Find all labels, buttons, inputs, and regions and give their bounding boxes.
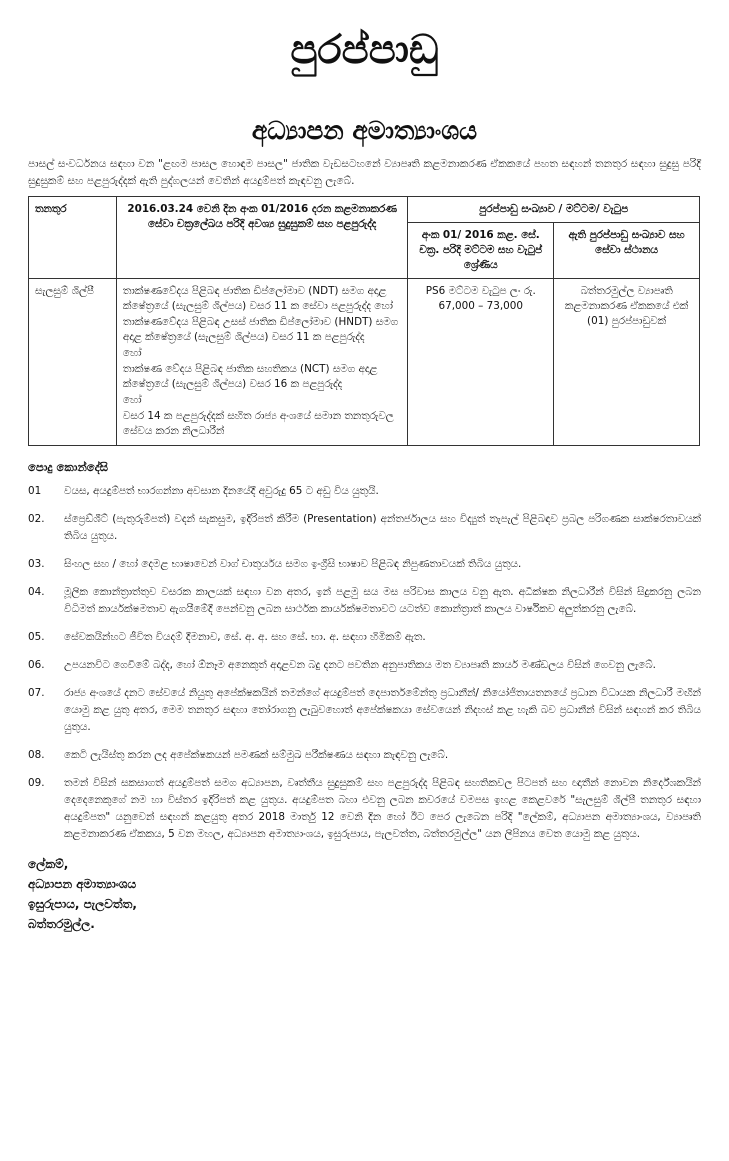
condition-number: 07. — [28, 687, 45, 699]
signature-block — [28, 854, 701, 934]
list-item — [28, 747, 701, 764]
condition-number: 08. — [28, 749, 45, 761]
header-salary-level: අංක 01/ 2016 කළ. සේ. චක්‍ර. පරිදි මට්ටම සහ වැටුප් ශ්‍රේණිය — [408, 223, 554, 279]
signature-line: අධ්‍යාපන අමාත්‍යාංශය — [28, 877, 137, 891]
list-item — [28, 556, 701, 573]
condition-text: වයස, අයදුම්පත් භාරගන්නා අවසාන දිනයේදී අවුරුදු 65 ට අඩු විය යුතුයි. — [64, 485, 379, 497]
salary-level: PS6 මට්ටම වැටුප ලං රු. 67,000 – 73,000 — [408, 279, 554, 446]
header-post: තනතුර — [29, 197, 117, 279]
table-header-row — [29, 197, 700, 223]
list-item — [28, 483, 701, 500]
condition-number: 03. — [28, 558, 45, 570]
list-item — [28, 584, 701, 618]
condition-text: කෙටි ලැයිස්තු කරන ලද අපේක්ෂකයන් පමණක් සම්මුඛ පරීක්ෂණය සඳහා කැඳවනු ලැබේ. — [64, 749, 449, 761]
list-item — [28, 657, 701, 674]
signature-line: ඉසුරුපාය, පැලවත්ත, — [28, 897, 137, 911]
condition-text: මූලික කොන්ත්‍රාත්තුව වසරක කාලයක් සඳහා වන අතර, ඉන් පළමු සය මස පරිවාස කාලය වනු ඇත. අධීක්ෂක නිලධාරීන් විසින් සිදුකරනු ලබන විධිමත් කාර්යක්ෂමතාව ඇගයීමේදී පෙන්වනු ලබන සාර්ථක කාර්යක්ෂමතාවට යටත්ව කොන්ත්‍රාත් කාලය වාර්ෂිකව අලුත්කරනු ලැබේ. — [64, 586, 701, 615]
conditions-title: පොදු කොන්දේසි — [28, 460, 109, 474]
intro-paragraph: පාසල් සංවර්ධනය සඳහා වන "ළඟම පාසල හොඳම පාසල" ජාතික වැඩසටහනේ ව්‍යාපෘති කළමනාකරණ ඒකකයේ පහත සඳහන් තනතුර සඳහා සුදුසු පරිදි සුදුසුකම් සහ පළපුරුද්දක් ඇති පුද්ගලයන් වෙතින් අයදුම්පත් කැඳවනු ලැබේ. — [28, 158, 701, 187]
qualification-3: තාක්ෂණ වේදය පිළිබඳ ජාතික සහතිකය (NCT) සමග අදාළ ක්ෂේත්‍රයේ (සැලසුම් ශිල්පය) වසර 16 ක පළපුරුද්ද — [122, 363, 378, 390]
conditions-list — [28, 483, 701, 843]
condition-text: තමන් විසින් සකසාගත් අයදුම්පත් සමග අධ්‍යාපන, වෘත්තීය සුදුසුකම් සහ පළපුරුද්ද පිළිබඳ සහතිකවල පිටපත් සහ ඥාතීන් නොවන නිර්දේශකයින් දෙදෙනෙකුගේ නම හා විස්තර ඉදිරිපත් කළ යුතුය. අයදුම්පත බහා එවනු ලබන කවරයේ වමපස ඉහළ කෙළවරේ "සැලසුම් ශිල්පී තනතුර සඳහා අයදුම්පත" යනුවෙන් සඳහන් කළයුතු අතර 2018 මාර්තු 12 වෙනි දින හෝ ඊට පෙර ලැබෙන පරිදි "ලේකම්, අධ්‍යාපන අමාත්‍යාංශය, ව්‍යාපෘති කළමනාකරණ ඒකකය, 5 වන මහල, අධ්‍යාපන අමාත්‍යාංශය, ඉසුරුපාය, පැලවත්ත, බත්තරමුල්ල" යන ලිපිනය වෙත යොමු කළ යුතුය. — [64, 777, 701, 840]
list-item — [28, 685, 701, 736]
list-item — [28, 629, 701, 646]
signature-line: ලේකම්, — [28, 857, 69, 871]
list-item — [28, 511, 701, 545]
header-count-station: ඇති පුරප්පාඩු සංඛ්‍යාව සහ සේවා ස්ථානය — [554, 223, 700, 279]
condition-number: 05. — [28, 631, 45, 643]
qualification-2: තාක්ෂණවේදය පිළිබඳ උසස් ජාතික ඩිප්ලෝමාව (HNDT) සමග අදාළ ක්ෂේත්‍රයේ (සැලසුම් ශිල්පය) වසර 11 ක පළපුරුද්ද — [122, 316, 399, 343]
condition-number: 02. — [28, 513, 45, 525]
condition-number: 06. — [28, 659, 45, 671]
post-name: සැලසුම් ශිල්පී — [29, 279, 117, 446]
condition-number: 01 — [28, 485, 42, 497]
vacancy-station: බත්තරමුල්ල ව්‍යාපෘති කළමනාකරණ ඒකකයේ එක් (01) පුරප්පාඩුවක් — [554, 279, 700, 446]
table-row — [29, 279, 700, 446]
vacancy-table — [28, 196, 700, 446]
header-qualifications: 2016.03.24 වෙනි දින අංක 01/2016 දරන කළමනාකරණ සේවා චක්‍රලේඛය පරිදි අවශ්‍ය සුදුසුකම් සහ පළපුරුද්ද — [116, 197, 407, 279]
qualification-1: තාක්ෂණවේදය පිළිබඳ ජාතික ඩිප්ලෝමාව (NDT) සමග අදාළ ක්ෂේත්‍රයේ (සැලසුම් ශිල්පය) වසර 11 ක සේවා පළපුරුද්ද හෝ — [122, 285, 393, 312]
qualifications-cell — [116, 279, 407, 446]
page-title: පුරප්පාඩු — [290, 27, 439, 73]
list-item — [28, 775, 701, 843]
qualification-4: වසර 14 ක පළපුරුද්දක් සහිත රාජ්‍ය අංශයේ සමාන තනතුරුවල සේවය කරන නිලධාරීන් — [122, 410, 394, 437]
condition-text: උපයනවිට ගෙවීමේ බද්ද, හෝ ඕනෑම අනෙකුත් අදාළවන බදු දනට පවතින අනුපාතිකය මත ව්‍යාපෘති කාර්ය මණ්ඩලය විසින් ගෙවනු ලැබේ. — [64, 659, 656, 671]
condition-text: සිංහල සහ / හෝ දෙමළ භාෂාවෙන් වාග් චාතුර්යය සමග ඉංග්‍රීසි භාෂාව පිළිබඳ නිපුණතාවයක් තිබිය යුතුය. — [64, 558, 522, 570]
header-vacancy-group: පුරප්පාඩු සංඛ්‍යාව / මට්ටම/ වැටුප — [408, 197, 700, 223]
condition-number: 04. — [28, 586, 45, 598]
condition-text: ස්ප්‍රෙඩ්ශීට් (පැතුරුම්පත්) වදන් සැකසුම, ඉදිරිපත් කිරීම (Presentation) අන්තර්ජාලය සහ විද්‍යුත් තැපැල් පිළිබඳව ප්‍රබල පරිගණක සාක්ෂරතාවයක් තිබිය යුතුය. — [64, 513, 701, 542]
condition-text: රාජ්‍ය අංශයේ දනට සේවයේ නියුතු අපේක්ෂකයින් තමන්ගේ අයදුම්පත් දෙපාර්තමේන්තු ප්‍රධානීන්/ නියෝජිතායතනයේ ප්‍රධාන විධායක නිලධාරී මඟින් යොමු කළ යුතු අතර, මෙම තනතුර සඳහා තෝරාගනු ලැබුවහොත් අපේක්ෂකයා සේවයෙන් නිදහස් කළ හැකි බව ප්‍රධානීන් විසින් සඳහන් කර තිබිය යුතුය. — [64, 687, 701, 733]
condition-number: 09. — [28, 777, 45, 789]
condition-text: සේවකයින්හට ජීවිත වියදම් දීමනාව, සේ. අ. අ. සහ සේ. භා. අ. සඳහා හිමිකම් ඇත. — [64, 631, 426, 643]
qualification-or-2: හෝ — [122, 394, 142, 406]
qualification-or-1: හෝ — [122, 347, 142, 359]
signature-line: බත්තරමුල්ල. — [28, 917, 95, 931]
ministry-name: අධ්‍යාපන අමාත්‍යාංශය — [251, 116, 478, 145]
